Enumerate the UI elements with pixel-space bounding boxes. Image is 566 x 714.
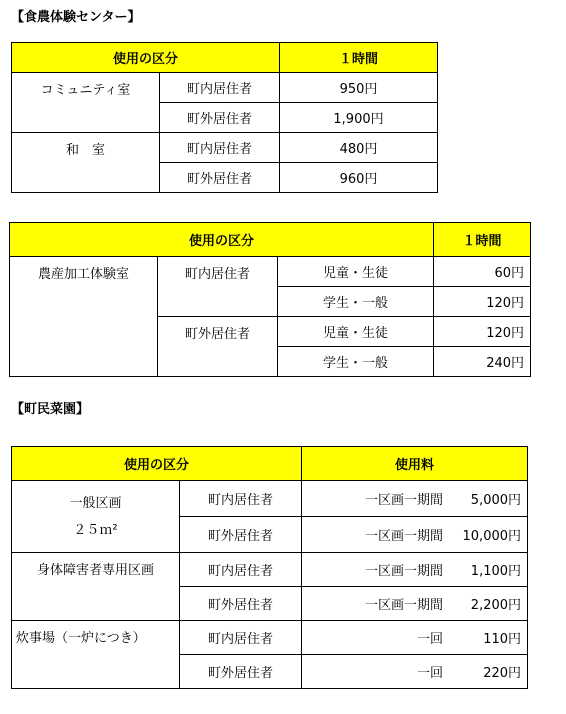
fee: 120円	[434, 317, 531, 347]
fee-unit: 一区画一期間	[365, 564, 444, 579]
fee-unit: 一回	[417, 666, 444, 681]
user-type: 学生・一般	[278, 287, 434, 317]
fee-cell	[302, 587, 528, 621]
plot-name-main: 一般区画	[69, 495, 122, 511]
garden-heading: 【町民菜園】	[11, 402, 90, 417]
fee: 110円	[483, 632, 522, 647]
table-row	[12, 133, 438, 163]
header-fee: 使用料	[302, 447, 528, 481]
fee-unit: 一回	[417, 632, 444, 647]
table-header-row	[12, 43, 438, 73]
fee: 120円	[434, 287, 531, 317]
header-category: 使用の区分	[12, 447, 302, 481]
header-rate: １時間	[280, 43, 438, 73]
fee-unit: 一区画一期間	[365, 598, 444, 613]
fee-unit: 一区画一期間	[365, 529, 444, 544]
resident-type: 町外居住者	[180, 587, 302, 621]
table-row	[12, 621, 528, 655]
fee-cell	[302, 655, 528, 689]
fee-cell	[302, 553, 528, 587]
garden-fee-table	[11, 446, 528, 689]
resident-type: 町内居住者	[160, 133, 280, 163]
table-row	[12, 553, 528, 587]
resident-type: 町外居住者	[180, 655, 302, 689]
fee: 1,900円	[280, 103, 438, 133]
fee-cell	[302, 621, 528, 655]
fee: 950円	[280, 73, 438, 103]
fee: 480円	[280, 133, 438, 163]
resident-type: 町外居住者	[180, 517, 302, 553]
fee-cell	[302, 517, 528, 553]
room-name: 和 室	[12, 133, 160, 193]
resident-type: 町内居住者	[158, 257, 278, 317]
center-heading: 【食農体験センター】	[11, 10, 141, 25]
fee: 5,000円	[470, 493, 522, 508]
plot-name	[12, 481, 180, 553]
table-row	[10, 257, 531, 287]
center-room-fee-table	[11, 42, 438, 193]
resident-type: 町外居住者	[158, 317, 278, 377]
header-category: 使用の区分	[12, 43, 280, 73]
fee: 220円	[483, 666, 522, 681]
user-type: 児童・生徒	[278, 257, 434, 287]
plot-name: 炊事場（一炉につき）	[12, 621, 180, 689]
fee: 60円	[434, 257, 531, 287]
header-category: 使用の区分	[10, 223, 434, 257]
fee: 10,000円	[462, 529, 522, 544]
table-row	[12, 481, 528, 517]
plot-name: 身体障害者専用区画	[12, 553, 180, 621]
resident-type: 町外居住者	[160, 163, 280, 193]
fee-unit: 一区画一期間	[365, 493, 444, 508]
fee: 240円	[434, 347, 531, 377]
table-header-row	[10, 223, 531, 257]
room-name: コミュニティ室	[12, 73, 160, 133]
user-type: 学生・一般	[278, 347, 434, 377]
resident-type: 町内居住者	[180, 621, 302, 655]
table-header-row	[12, 447, 528, 481]
resident-type: 町内居住者	[180, 553, 302, 587]
resident-type: 町内居住者	[180, 481, 302, 517]
plot-size: ２５ｍ²	[73, 522, 118, 538]
table-row	[12, 73, 438, 103]
fee-cell	[302, 481, 528, 517]
fee: 1,100円	[470, 564, 522, 579]
resident-type: 町内居住者	[160, 73, 280, 103]
fee: 960円	[280, 163, 438, 193]
processing-room-fee-table	[9, 222, 531, 377]
header-rate: １時間	[434, 223, 531, 257]
resident-type: 町外居住者	[160, 103, 280, 133]
user-type: 児童・生徒	[278, 317, 434, 347]
room-name: 農産加工体験室	[10, 257, 158, 377]
fee: 2,200円	[470, 598, 522, 613]
